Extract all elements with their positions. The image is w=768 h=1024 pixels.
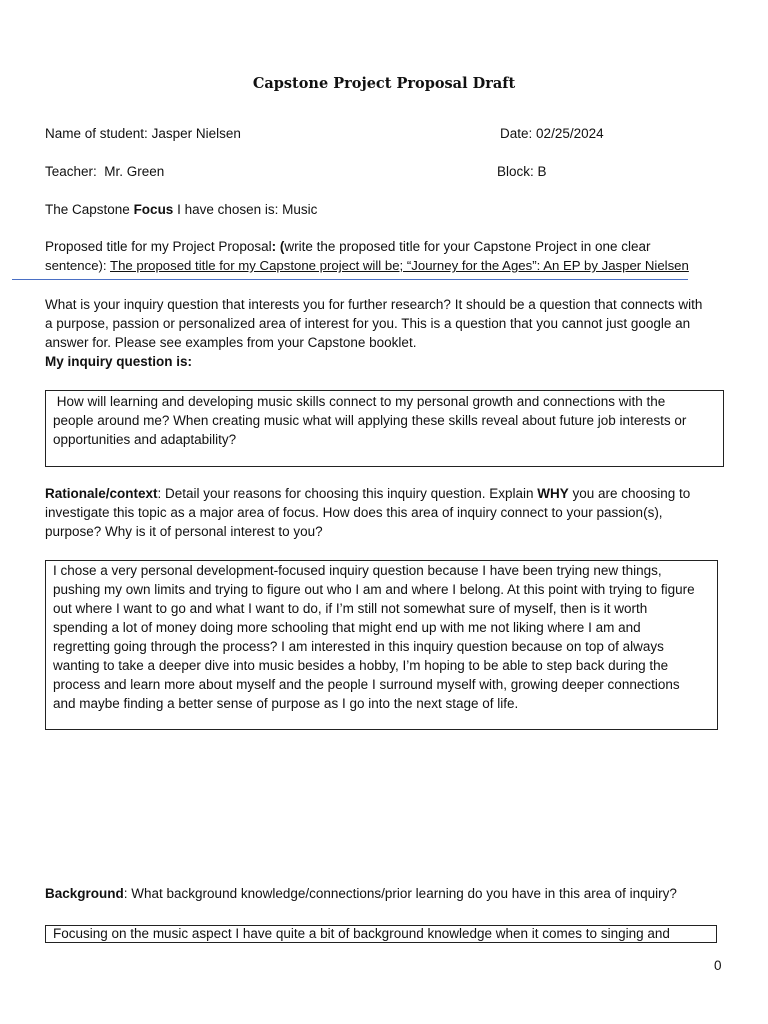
background-answer-box [45, 925, 717, 943]
focus-post: I have chosen is: Music [173, 202, 318, 217]
student-name-value: Jasper Nielsen [151, 126, 241, 141]
inquiry-answer-line: opportunities and adaptability? [53, 432, 237, 447]
teacher-line [45, 164, 164, 179]
date-line [500, 126, 604, 141]
block-value: B [537, 164, 547, 179]
inquiry-answer-line: people around me? When creating music what will applying these skills reveal about future job interests or [53, 413, 687, 428]
block-label: Block: [497, 164, 534, 179]
rationale-answer-line: pushing my own limits and trying to figure out who I am and where I belong. At this point with trying to figure [53, 582, 695, 597]
proposed-title-text: The proposed title for my Capstone project will be; “Journey for the Ages”: An EP by Jasper Nielsen [110, 258, 689, 273]
inquiry-answer-line: How will learning and developing music skills connect to my personal growth and connections with the [53, 394, 666, 409]
rationale-end: you are choosing to [568, 486, 691, 501]
rationale-prompt-line: purpose? Why is it of personal interest to you? [45, 524, 323, 539]
document-title: Capstone Project Proposal Draft [252, 75, 516, 92]
rationale-answer-line: wanting to take a deeper dive into music besides a hobby, I’m hoping to be able to step back during the [53, 658, 669, 673]
proposed-line2-pre: sentence): [45, 258, 111, 273]
inquiry-prompt-line: What is your inquiry question that interests you for further research? It should be a question that connects with [45, 297, 703, 312]
blue-divider [12, 279, 688, 280]
proposed-title-prompt [45, 239, 651, 254]
background-heading: Background [45, 886, 124, 901]
rationale-answer-line: and maybe finding a better sense of purpose as I go into the next stage of life. [53, 696, 519, 711]
date-label: Date: [500, 126, 533, 141]
background-answer-line: Focusing on the music aspect I have quite a bit of background knowledge when it comes to singing and [53, 926, 670, 941]
rationale-prompt-line: investigate this topic as a major area of focus. How does this area of inquiry connect to your passion(s), [45, 505, 663, 520]
rationale-answer-line: I chose a very personal development-focused inquiry question because I have been trying new things, [53, 563, 662, 578]
inquiry-label [45, 352, 702, 371]
rationale-answer-box [45, 560, 718, 730]
inquiry-prompt [45, 295, 702, 371]
rationale-answer-line: out where I want to go and what I want to do, if I’m still not somewhat sure of myself, then is it worth [53, 601, 648, 616]
proposed-title-answer [45, 258, 689, 273]
proposed-bold: : ( [271, 239, 285, 254]
inquiry-prompt-line: answer for. Please see examples from your Capstone booklet. [45, 335, 417, 350]
date-value: 02/25/2024 [536, 126, 604, 141]
student-name-line [45, 126, 241, 141]
rationale-prompt [45, 484, 690, 541]
rationale-why: WHY [537, 486, 569, 501]
rationale-answer-line: process and learn more about myself and the people I surround myself with, growing deeper connections [53, 677, 680, 692]
background-prompt [45, 886, 677, 901]
teacher-label: Teacher: [45, 164, 97, 179]
rationale-answer-line: regretting going through the process? I am interested in this inquiry question because on top of always [53, 639, 664, 654]
background-rest: : What background knowledge/connections/prior learning do you have in this area of inquiry? [123, 886, 677, 901]
focus-pre: The Capstone [45, 202, 134, 217]
rationale-mid: : Detail your reasons for choosing this inquiry question. Explain [157, 486, 538, 501]
student-name-label: Name of student: [45, 126, 148, 141]
rationale-answer-line: spending a lot of money doing more schooling that might end up with me not liking where I am and [53, 620, 641, 635]
teacher-value: Mr. Green [104, 164, 165, 179]
rationale-prompt-line1 [45, 484, 690, 503]
inquiry-prompt-line: a purpose, passion or personalized area of interest for you. This is a question that you cannot just google an [45, 316, 691, 331]
block-line [497, 164, 547, 179]
rationale-heading: Rationale/context [45, 486, 158, 501]
focus-line [45, 202, 317, 217]
inquiry-label-text: My inquiry question is: [45, 354, 193, 369]
page-number: 0 [714, 958, 722, 973]
proposed-post: write the proposed title for your Capstone Project in one clear [284, 239, 651, 254]
inquiry-answer-box [45, 390, 724, 467]
focus-bold: Focus [133, 202, 174, 217]
proposed-pre: Proposed title for my Project Proposal [45, 239, 272, 254]
